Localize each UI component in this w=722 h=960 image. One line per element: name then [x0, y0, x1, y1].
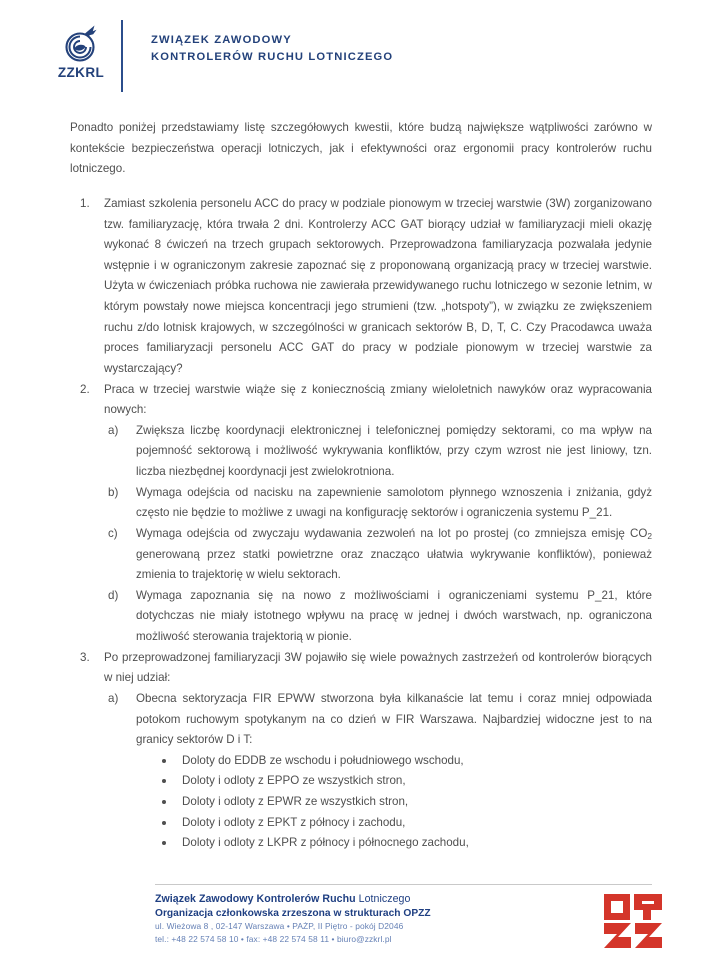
- sublist-3: [104, 689, 652, 854]
- bullet-item: Doloty do EDDB ze wschodu i południowego wschodu,: [136, 751, 652, 772]
- list-item-1: [70, 194, 652, 380]
- list-item-1-text: Zamiast szkolenia personelu ACC do pracy w podziale pionowym w trzeciej warstwie (3W) zorganizowano tzw. familiaryzację, która trwała 2 dni. Kontrolerzy ACC GAT biorący udział w familiaryzacji mieli okazję wykonać 8 ćwiczeń na trzech grupach sektorowych. Przeprowadzona familiaryzacja pozwalała jedynie wstępnie i w ograniczonym zakresie zapoznać się z proponowaną organizacją pracy w trzeciej warstwie. Użyta w ćwiczeniach próbka ruchowa nie zawierała przewidywanego ruchu lotniczego w sezonie letnim, w którym powstały nowe miejsca koncentracji jego strumieni (tzw. „hotspoty”), w związku ze zwiększeniem ruchu z/do lotnisk krajowych, w szczególności w granicach sektorów B, D, T, C. Czy Pracodawca uważa proces familiaryzacji personelu ACC GAT do pracy w podziale pionowym w trzeciej warstwie za wystarczający?: [104, 196, 652, 375]
- numbered-list: [70, 194, 652, 854]
- document-header: [45, 20, 677, 92]
- list-item-2c: [104, 524, 652, 586]
- bullet-item: Doloty i odloty z EPPO ze wszystkich stron,: [136, 771, 652, 792]
- footer-org-name-light: Lotniczego: [355, 893, 411, 905]
- list-item-2b-text: Wymaga odejścia od nacisku na zapewnienie samolotom płynnego wznoszenia i zniżania, gdyż często nie będzie to możliwe z uwagi na konfigurację sektorów i ograniczenia systemu P_21.: [136, 485, 652, 520]
- bullet-item: Doloty i odloty z EPWR ze wszystkich stron,: [136, 792, 652, 813]
- radar-airplane-icon: [59, 22, 103, 64]
- document-body: [70, 118, 652, 854]
- co2-subscript: 2: [647, 530, 652, 541]
- list-item-3a: [104, 689, 652, 854]
- zzkrl-logo: [45, 20, 117, 80]
- header-title-line-2: KONTROLERÓW RUCHU LOTNICZEGO: [151, 51, 394, 64]
- bullet-list: [136, 751, 652, 854]
- list-item-2b: [104, 483, 652, 524]
- list-item-2c-text-part1: Wymaga odejścia od zwyczaju wydawania zezwoleń na lot po prostej (co zmniejsza emisję CO: [136, 526, 648, 540]
- header-title-block: [123, 20, 393, 67]
- footer-affiliation: Organizacja członkowska zrzeszona w strukturach OPZZ: [155, 907, 431, 919]
- list-item-2a: [104, 421, 652, 483]
- document-footer: [140, 884, 682, 954]
- intro-paragraph: Ponadto poniżej przedstawiamy listę szczegółowych kwestii, które budzą największe wątpliwości zarówno w kontekście bezpieczeństwa operacji lotniczych, jak i efektywności oraz ergonomii pracy kontrolerów ruchu lotniczego.: [70, 121, 652, 176]
- footer-divider: [155, 884, 652, 885]
- list-item-2-lead: Praca w trzeciej warstwie wiąże się z koniecznością zmiany wieloletnich nawyków oraz wypracowania nowych:: [104, 382, 652, 417]
- list-item-2a-text: Zwiększa liczbę koordynacji elektronicznej i telefonicznej pomiędzy sektorami, co ma wpływ na pojemność sektorową i możliwość wykrywania konfliktów, przy czym wzrost nie jest liniowy, tzn. liczba niezbędnej koordynacji jest zwielokrotniona.: [136, 423, 652, 478]
- footer-address: ul. Wieżowa 8 , 02-147 Warszawa • PAŻP, II Piętro - pokój D2046: [155, 921, 404, 931]
- list-item-2c-text: [136, 524, 652, 586]
- list-item-3a-text: Obecna sektoryzacja FIR EPWW stworzona była kilkanaście lat temu i coraz mniej odpowiada potokom ruchowym spotykanym na co dzień w FIR Warszawa. Najbardziej widoczne jest to na granicy sektorów D i T:: [136, 691, 652, 747]
- zzkrl-wordmark: ZZKRL: [57, 65, 105, 80]
- list-item-2c-text-part2: generowaną przez statki powietrzne oraz znacząco ułatwia wykrywanie konfliktów), ponieważ zmienia to trajektorię w wielu sektorach.: [136, 547, 652, 582]
- footer-org-name-bold: Związek Zawodowy Kontrolerów Ruchu: [155, 893, 356, 905]
- list-item-3: [70, 648, 652, 854]
- opzz-logo-icon: [602, 892, 664, 950]
- header-title-line-1: ZWIĄZEK ZAWODOWY: [151, 34, 292, 46]
- footer-phone-email: tel.: +48 22 574 58 10 • fax: +48 22 574 58 11 • biuro@zzkrl.pl: [155, 933, 392, 944]
- bullet-item: Doloty i odloty z LKPR z północy i północnego zachodu,: [136, 833, 652, 854]
- list-item-2d-text: Wymaga zapoznania się na nowo z możliwościami i ograniczeniami systemu P_21, które dotychczas nie miały istotnego wpływu na pracę w jednej i dwóch warstwach, np. ograniczona możliwość sterowania trajektorią w pionie.: [136, 588, 652, 643]
- sublist-2: [104, 421, 652, 648]
- footer-org-name: [155, 893, 431, 907]
- footer-contact-block: [155, 892, 431, 945]
- list-item-3-lead: Po przeprowadzonej familiaryzacji 3W pojawiło się wiele poważnych zastrzeżeń od kontrolerów biorących w niej udział:: [104, 650, 652, 685]
- list-item-2d: [104, 586, 652, 648]
- bullet-item: Doloty i odloty z EPKT z północy i zachodu,: [136, 813, 652, 834]
- list-item-2: [70, 380, 652, 648]
